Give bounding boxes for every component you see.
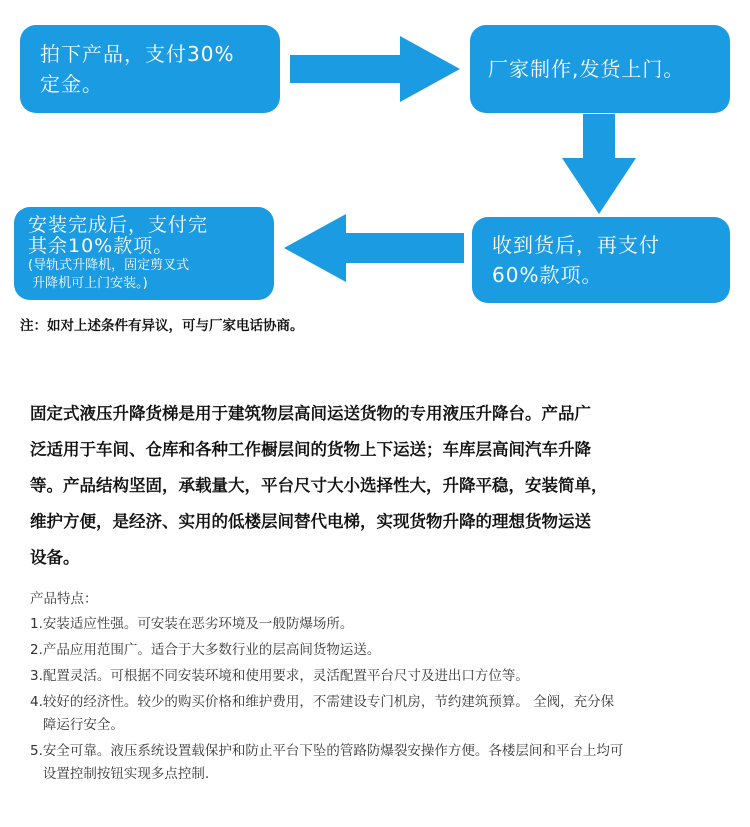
negotiation-note: 注：如对上述条件有异议，可与厂家电话协商。 [20,318,304,334]
description-line: 泛适用于车间、仓库和各种工作橱层间的货物上下运送；车库层高间汽车升降 [30,440,591,459]
arrow-down-icon [562,114,636,214]
step-4-line-1: 安装完成后，支付完 [28,213,209,236]
step-2-line-1: 厂家制作,发货上门。 [488,57,685,81]
step-1-line-1: 拍下产品，支付30% [40,42,235,66]
step-pay-balance [472,217,730,303]
feature-item [30,613,730,636]
feature-item [30,691,730,737]
feature-line: 设置控制按钮实现多点控制. [30,766,210,782]
step-4-line-2: 其余10%款项。 [28,234,174,257]
step-1-line-2: 定金。 [40,72,103,96]
step-install-final-payment [14,207,274,300]
description-line: 设备。 [30,548,80,567]
step-manufacture-ship [470,25,730,113]
description-line: 维护方便，是经济、实用的低楼层间替代电梯，实现货物升降的理想货物运送 [30,512,591,531]
step-4-note-1: (导轨式升降机，固定剪叉式 [28,257,190,273]
arrow-right-icon [290,36,460,102]
feature-line: 1.安装适应性强。可安装在恶劣环境及一般防爆场所。 [30,616,354,632]
product-features [30,588,730,789]
description-line: 固定式液压升降货梯是用于建筑物层高间运送货物的专用液压升降台。产品广 [30,404,591,423]
step-pay-deposit [20,25,280,113]
feature-item [30,639,730,662]
product-description [30,396,725,576]
feature-line: 3.配置灵活。可根据不同安装环境和使用要求，灵活配置平台尺寸及进出口方位等。 [30,668,529,684]
arrow-left-icon [284,214,464,282]
step-3-line-1: 收到货后，再支付 [492,233,660,257]
feature-line: 障运行安全。 [30,717,124,733]
feature-item [30,665,730,688]
feature-item [30,740,730,786]
step-3-line-2: 60%款项。 [492,263,603,287]
feature-line: 2.产品应用范围广。适合于大多数行业的层高间货物运送。 [30,642,381,658]
feature-line: 4.较好的经济性。较少的购买价格和维护费用，不需建设专门机房，节约建筑预算。 全阀，充分保 [30,694,615,710]
features-title: 产品特点： [30,591,98,607]
description-line: 等。产品结构坚固，承载量大，平台尺寸大小选择性大，升降平稳，安装简单， [30,476,608,495]
step-4-note-2: 升降机可上门安装。) [28,275,148,291]
feature-line: 5.安全可靠。液压系统设置载保护和防止平台下坠的管路防爆裂安操作方便。各楼层间和平台上均可 [30,743,624,759]
